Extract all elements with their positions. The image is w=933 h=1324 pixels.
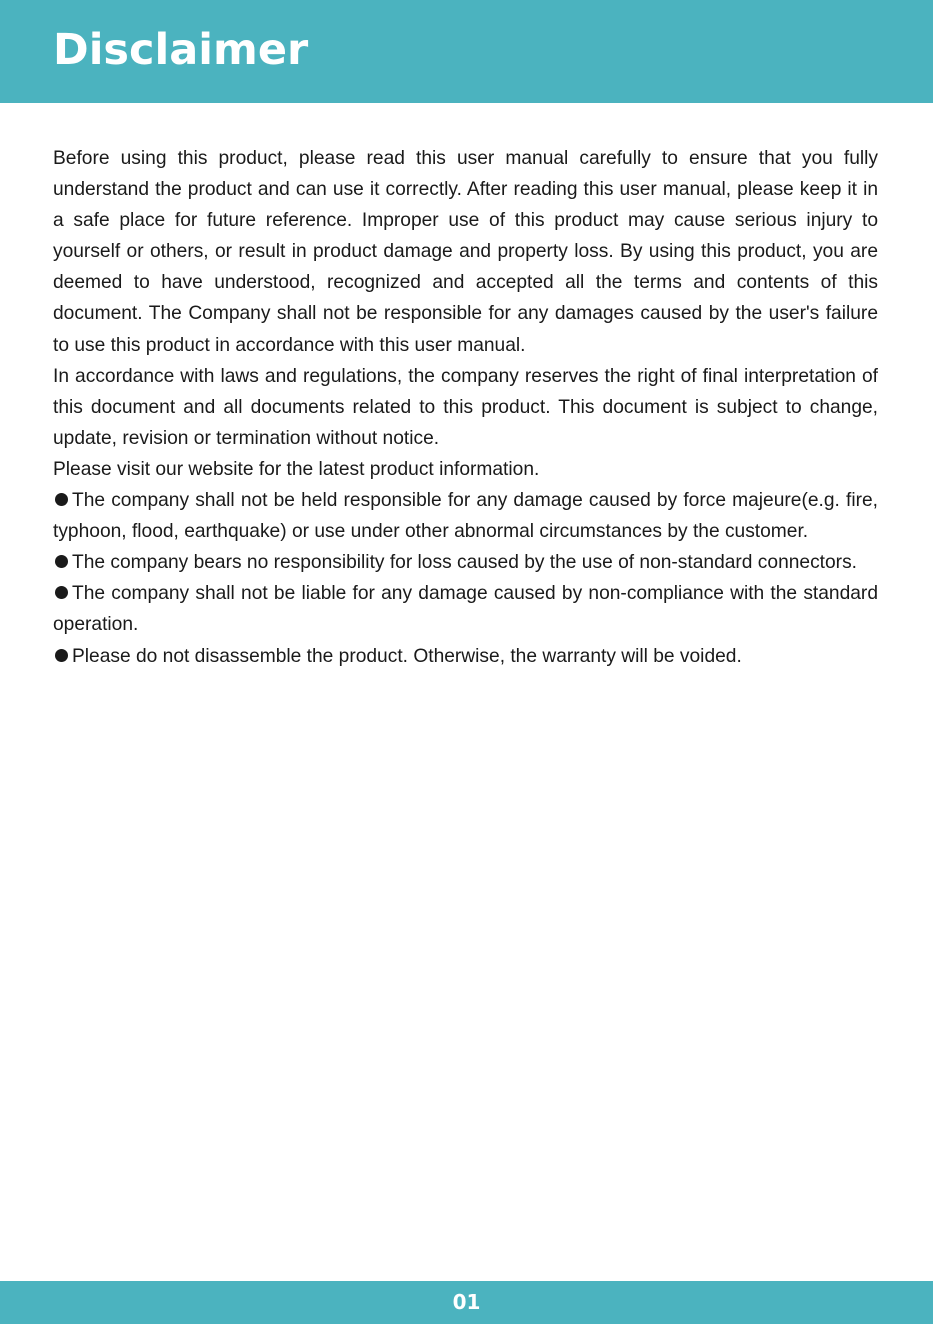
bullet-dot-icon — [55, 586, 68, 599]
header-band — [0, 0, 933, 103]
bullet-text: The company bears no responsibility for loss caused by the use of non-standard connectors. — [72, 552, 857, 574]
bullet-dot-icon — [55, 555, 68, 568]
bullet-dot-icon — [55, 493, 68, 506]
footer-band — [0, 1281, 933, 1324]
paragraph-website: Please visit our website for the latest product information. — [53, 458, 540, 480]
bullet-text: The company shall not be held responsible for any damage caused by force majeure(e.g. fire, typhoon, flood, earthquake) or use under other abnormal circumstances by the customer. — [53, 490, 878, 543]
paragraph-intro: Before using this product, please read this user manual carefully to ensure that you fully understand the product and can use it correctly. After reading this user manual, please keep it in a safe place for future reference. Improper use of this product may cause serious injury to yourself or others, or result in product damage and property loss. By using this product, you are deemed to have understood, recognized and accepted all the terms and contents of this document. The Company shall not be responsible for any damages caused by the user's failure to use this product in accordance with this user manual. — [53, 148, 878, 356]
bullet-dot-icon — [55, 649, 68, 662]
bullet-item-disassemble — [53, 641, 878, 672]
paragraph-interpretation: In accordance with laws and regulations, the company reserves the right of final interpretation of this document and all documents related to this product. This document is subject to change, update, revision or termination without notice. — [53, 365, 878, 449]
page-title: Disclaimer — [53, 25, 309, 75]
bullet-text: The company shall not be liable for any damage caused by non-compliance with the standard operation. — [53, 583, 878, 636]
bullet-item-connectors — [53, 547, 878, 578]
bullet-text: Please do not disassemble the product. Otherwise, the warranty will be voided. — [72, 645, 742, 667]
page-number: 01 — [452, 1290, 481, 1314]
bullet-item-non-compliance — [53, 578, 878, 640]
disclaimer-body — [53, 143, 878, 672]
bullet-item-force-majeure — [53, 485, 878, 547]
